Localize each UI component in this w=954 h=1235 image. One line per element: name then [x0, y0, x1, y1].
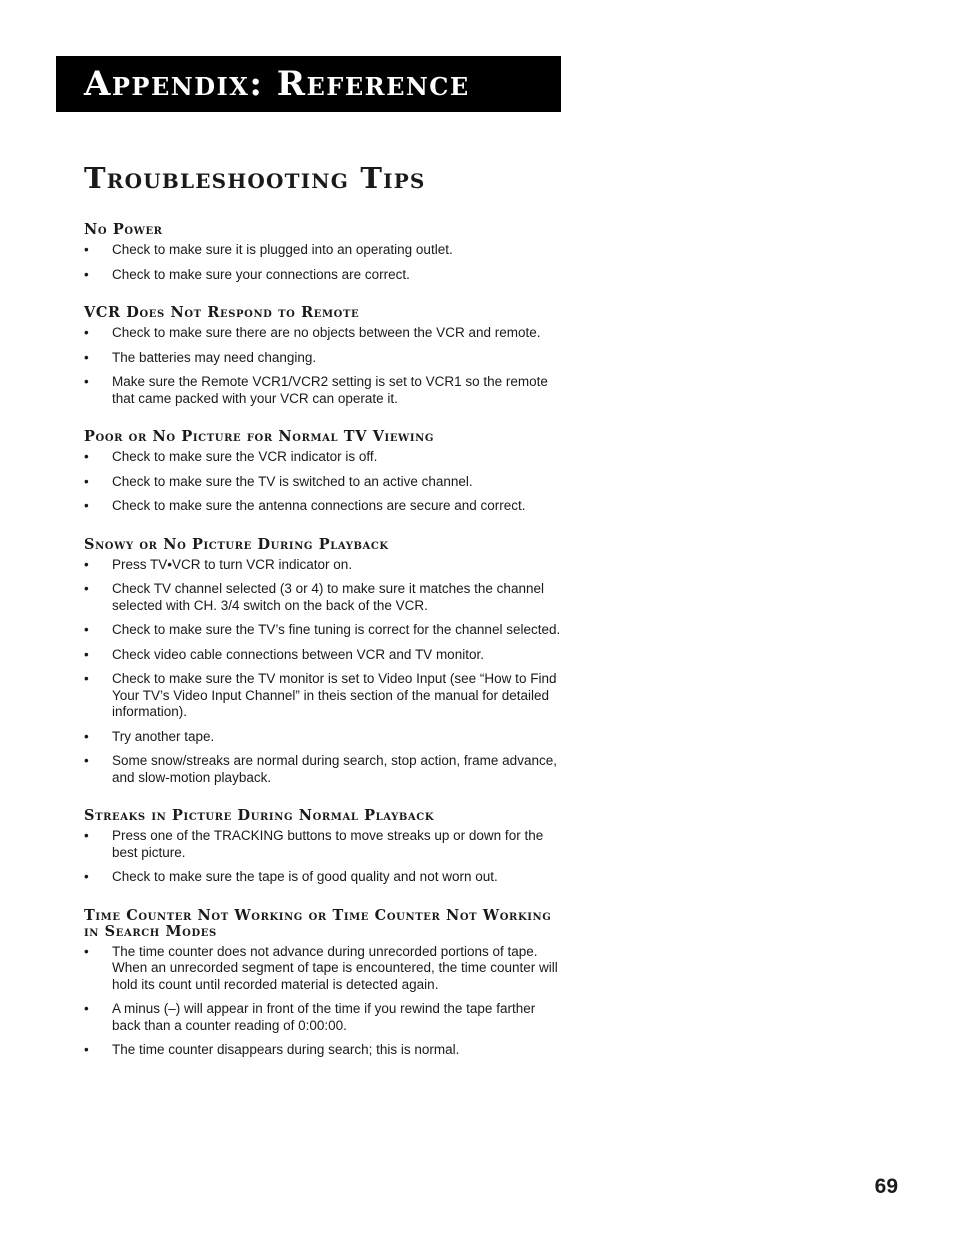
troubleshooting-section: [84, 305, 564, 407]
tip-item: • Press one of the TRACKING buttons to move streaks up or down for the best picture.: [84, 828, 564, 861]
tip-item: • Check to make sure your connections are correct.: [84, 267, 564, 284]
section-heading: Streaks in Picture During Normal Playback: [84, 807, 435, 824]
tip-item: • Check to make sure the TV’s fine tuning is correct for the channel selected.: [84, 622, 564, 639]
tip-list: [84, 325, 564, 407]
tip-item: • Check TV channel selected (3 or 4) to make sure it matches the channel selected with CH. 3/4 switch on the back of the VCR.: [84, 581, 564, 614]
section-heading: VCR Does Not Respond to Remote: [84, 304, 360, 321]
tip-item: • Check to make sure the tape is of good quality and not worn out.: [84, 869, 564, 886]
section-heading: Time Counter Not Working or Time Counter Not Working in Search Modes: [84, 906, 552, 940]
tip-item: • The time counter disappears during search; this is normal.: [84, 1042, 564, 1059]
troubleshooting-section: [84, 908, 564, 1059]
troubleshooting-content: [84, 222, 564, 1081]
section-heading: Poor or No Picture for Normal TV Viewing: [84, 428, 435, 445]
tip-item: • Make sure the Remote VCR1/VCR2 setting is set to VCR1 so the remote that came packed with your VCR can operate it.: [84, 374, 564, 407]
tip-item: • Check to make sure the antenna connections are secure and correct.: [84, 498, 564, 515]
tip-list: [84, 828, 564, 886]
tip-item: • Some snow/streaks are normal during search, stop action, frame advance, and slow-motion playback.: [84, 753, 564, 786]
tip-item: • Check to make sure there are no objects between the VCR and remote.: [84, 325, 564, 342]
tip-item: • The time counter does not advance during unrecorded portions of tape. When an unrecorded segment of tape is encountered, the time counter will hold its count until recorded material is detected again.: [84, 944, 564, 994]
tip-item: • Check to make sure the TV monitor is set to Video Input (see “How to Find Your TV’s Video Input Channel” in theis section of the manual for detailed information).: [84, 671, 564, 721]
tip-item: • Check to make sure it is plugged into an operating outlet.: [84, 242, 564, 259]
tip-item: • Check video cable connections between VCR and TV monitor.: [84, 647, 564, 664]
tip-list: [84, 449, 564, 515]
tip-list: [84, 242, 564, 283]
tip-item: • Press TV•VCR to turn VCR indicator on.: [84, 557, 564, 574]
section-heading: No Power: [84, 221, 163, 238]
tip-item: • Try another tape.: [84, 729, 564, 746]
page-number: 69: [874, 1175, 898, 1198]
tip-list: [84, 557, 564, 787]
troubleshooting-section: [84, 808, 564, 886]
troubleshooting-section: [84, 222, 564, 283]
tip-item: • The batteries may need changing.: [84, 350, 564, 367]
header-bar: [56, 56, 561, 112]
header-title: Appendix: Reference: [84, 64, 470, 104]
troubleshooting-section: [84, 537, 564, 787]
tip-item: • Check to make sure the VCR indicator is off.: [84, 449, 564, 466]
tip-item: • A minus (–) will appear in front of the time if you rewind the tape farther back than a counter reading of 0:00:00.: [84, 1001, 564, 1034]
tip-list: [84, 944, 564, 1059]
troubleshooting-section: [84, 429, 564, 515]
tip-item: • Check to make sure the TV is switched to an active channel.: [84, 474, 564, 491]
page-title: Troubleshooting Tips: [84, 161, 426, 195]
section-heading: Snowy or No Picture During Playback: [84, 535, 389, 553]
